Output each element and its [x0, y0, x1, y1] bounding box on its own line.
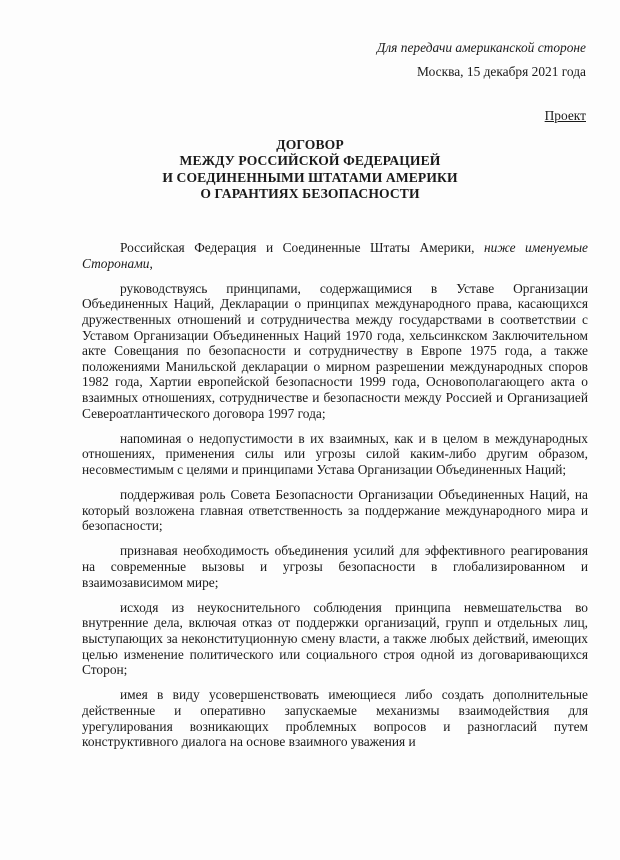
title-line: МЕЖДУ РОССИЙСКОЙ ФЕДЕРАЦИЕЙ	[179, 153, 441, 169]
preamble-paragraph: исходя из неукоснительного соблюдения принципа невмешательства во внутренние дела, включая отказ от поддержки организаций, групп и отдельных лиц, выступающих за неконституционную смену власти, а также любых действий, имеющих целью изменение политического или социального строя одной из договаривающихся Сторон;	[82, 599, 588, 678]
intro-italic-text: ниже именуемые Сторонами	[82, 240, 588, 271]
draft-label: Проект	[544, 108, 586, 123]
preamble-paragraph: поддерживая роль Совета Безопасности Организации Объединенных Наций, на который возложена главная ответственность за поддержание международного мира и безопасности;	[82, 487, 588, 534]
intro-text: Российская Федерация и Соединенные Штаты Америки,	[120, 240, 484, 255]
treaty-title	[80, 137, 540, 202]
recipient-note: Для передачи американской стороне	[376, 40, 586, 55]
place-date: Москва, 15 декабря 2021 года	[417, 64, 586, 79]
preamble-paragraph: руководствуясь принципами, содержащимися в Уставе Организации Объединенных Наций, Декларации о принципах международного права, касающихся дружественных отношений и сотрудничества между государствами в соответствии с Уставом Организации Объединенных Наций 1970 года, хельсинкском Заключительном акте Совещания по безопасности и сотрудничеству в Европе 1975 года, а также положениями Манильской декларации о мирном разрешении международных споров 1982 года, Хартии европейской безопасности 1999 года, Основополагающего акта о взаимных отношениях, сотрудничестве и безопасности между Россией и Организацией Североатлантического договора 1997 года;	[82, 280, 588, 421]
treaty-preamble	[82, 240, 588, 750]
preamble-paragraph: признавая необходимость объединения усилий для эффективного реагирования на современные вызовы и угрозы безопасности в глобализированном и взаимозависимом мире;	[82, 543, 588, 590]
preamble-paragraph: напоминая о недопустимости в их взаимных, как и в целом в международных отношениях, применения силы или угрозы силой каким-либо другим образом, несовместимым с целями и принципами Устава Организации Объединенных Наций;	[82, 430, 588, 477]
title-line: И СОЕДИНЕННЫМИ ШТАТАМИ АМЕРИКИ	[162, 169, 458, 185]
title-line: ДОГОВОР	[276, 137, 344, 152]
preamble-intro	[82, 240, 588, 271]
title-line: О ГАРАНТИЯХ БЕЗОПАСНОСТИ	[200, 185, 420, 201]
preamble-paragraph: имея в виду усовершенствовать имеющиеся либо создать дополнительные действенные и оперативно запускаемые механизмы взаимодействия для урегулирования возникающих проблемных вопросов и разногласий путем конструктивного диалога на основе взаимного уважения и	[82, 687, 588, 750]
intro-end-text: ,	[149, 255, 153, 271]
